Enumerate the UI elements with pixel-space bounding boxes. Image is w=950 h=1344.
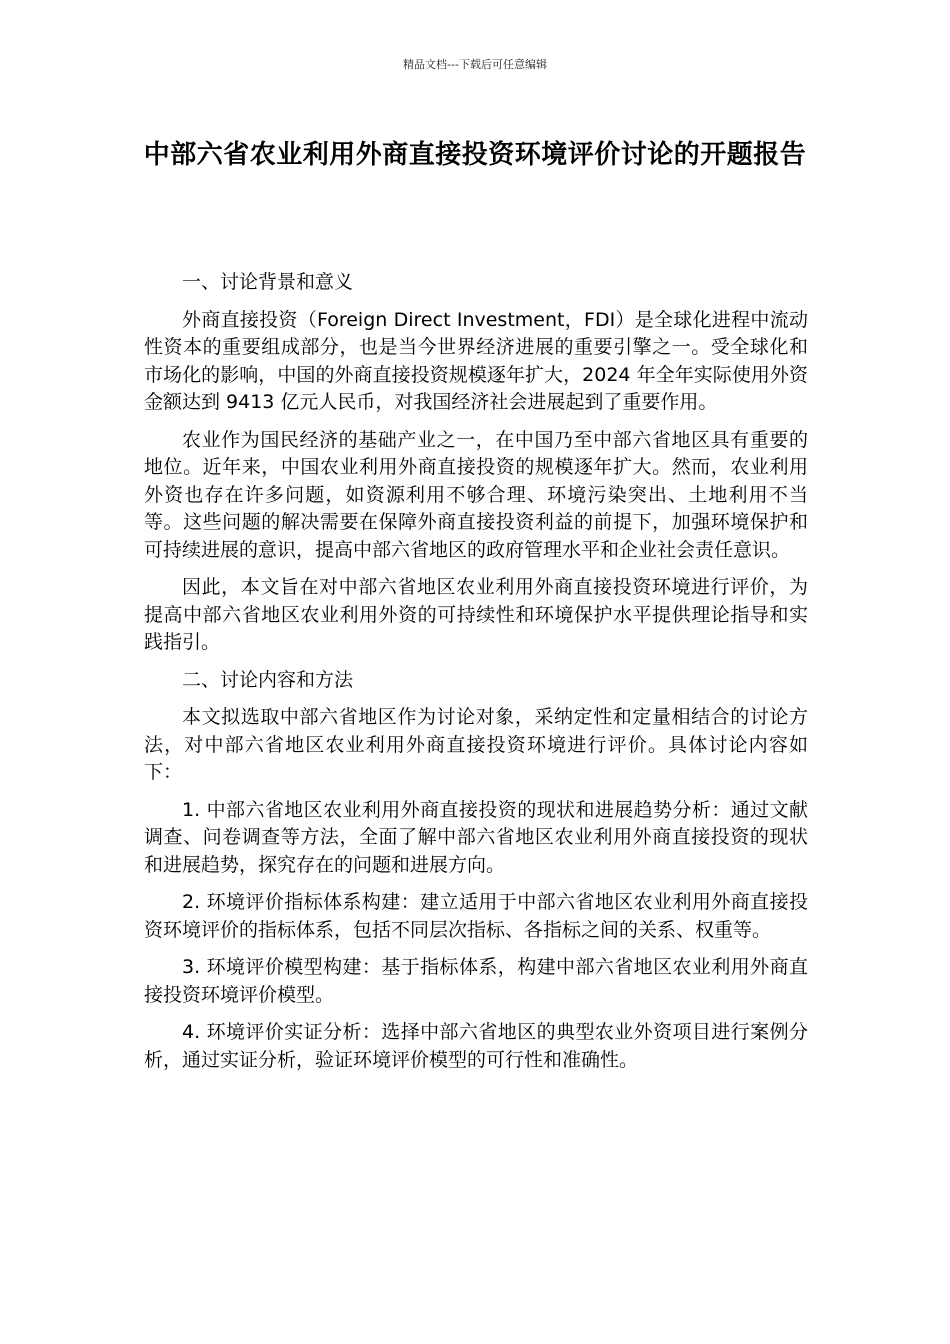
list-item: 4. 环境评价实证分析：选择中部六省地区的典型农业外资项目进行案例分析，通过实证分析，验证环境评价模型的可行性和准确性。 (144, 1021, 808, 1071)
list-item: 2. 环境评价指标体系构建：建立适用于中部六省地区农业利用外商直接投资环境评价的指标体系，包括不同层次指标、各指标之间的关系、权重等。 (144, 891, 808, 941)
list-item: 1. 中部六省地区农业利用外商直接投资的现状和进展趋势分析：通过文献调查、问卷调查等方法，全面了解中部六省地区农业利用外商直接投资的现状和进展趋势，探究存在的问题和进展方向。 (144, 798, 808, 876)
list-item: 3. 环境评价模型构建：基于指标体系，构建中部六省地区农业利用外商直接投资环境评价模型。 (144, 956, 808, 1006)
document-body (144, 269, 808, 1084)
page-header: 精品文档---下载后可任意编辑 (403, 58, 547, 71)
section-heading-content-methods: 二、讨论内容和方法 (182, 668, 354, 691)
paragraph: 本文拟选取中部六省地区作为讨论对象，采纳定性和定量相结合的讨论方法，对中部六省地区农业利用外商直接投资环境进行评价。具体讨论内容如下： (144, 706, 808, 783)
document-title: 中部六省农业利用外商直接投资环境评价讨论的开题报告 (143, 140, 807, 170)
paragraph: 因此，本文旨在对中部六省地区农业利用外商直接投资环境进行评价，为提高中部六省地区农业利用外资的可持续性和环境保护水平提供理论指导和实践指引。 (144, 576, 808, 653)
section-heading-background: 一、讨论背景和意义 (182, 271, 354, 293)
paragraph: 农业作为国民经济的基础产业之一，在中国乃至中部六省地区具有重要的地位。近年来，中国农业利用外商直接投资的规模逐年扩大。然而，农业利用外资也存在许多问题，如资源利用不够合理、环境污染突出、土地利用不当等。这些问题的解决需要在保障外商直接投资利益的前提下，加强环境保护和可持续进展的意识，提高中部六省地区的政府管理水平和企业社会责任意识。 (144, 428, 808, 561)
paragraph: 外商直接投资（Foreign Direct Investment，FDI）是全球化进程中流动性资本的重要组成部分，也是当今世界经济进展的重要引擎之一。受全球化和市场化的影响，中国的外商直接投资规模逐年扩大，2024 年全年实际使用外资金额达到 9413 亿元人民币，对我国经济社会进展起到了重要作用。 (144, 308, 808, 413)
